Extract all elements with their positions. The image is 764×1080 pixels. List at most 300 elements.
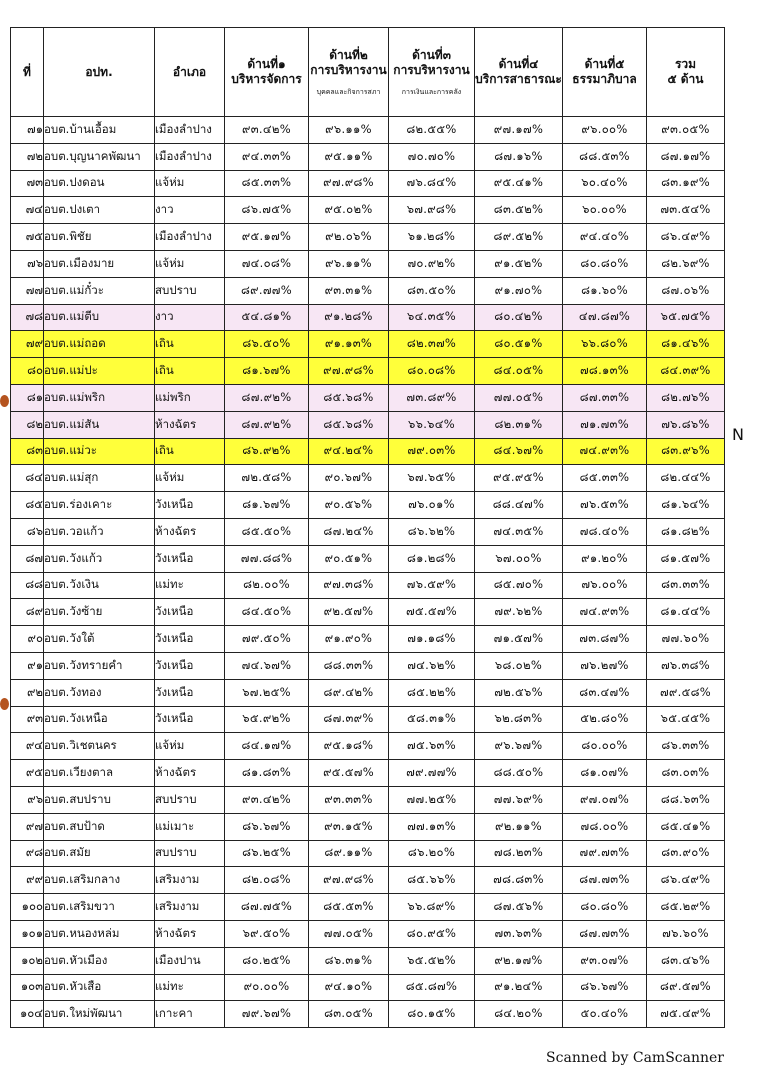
score-d1: ๘๕.๕๐% <box>225 518 309 545</box>
score-d2: ๘๘.๓๓% <box>309 652 389 679</box>
score-d2: ๙๒.๕๗% <box>309 599 389 626</box>
score-d4: ๘๐.๔๒% <box>475 304 563 331</box>
score-total: ๘๑.๕๗% <box>647 545 725 572</box>
score-d1: ๘๑.๘๓% <box>225 760 309 787</box>
row-number: ๑๐๒ <box>11 947 44 974</box>
score-d5: ๘๕.๓๓% <box>563 465 647 492</box>
score-d5: ๖๖.๘๐% <box>563 331 647 358</box>
margin-mark: N <box>732 425 744 444</box>
score-d3: ๘๑.๒๘% <box>389 545 475 572</box>
score-d2: ๙๐.๕๑% <box>309 545 389 572</box>
district-name: ห้างฉัตร <box>155 411 225 438</box>
score-d1: ๘๔.๕๐% <box>225 599 309 626</box>
score-d5: ๖๐.๔๐% <box>563 170 647 197</box>
table-row <box>11 492 725 519</box>
score-d4: ๗๑.๕๗% <box>475 626 563 653</box>
row-number: ๗๗ <box>11 277 44 304</box>
score-d4: ๘๔.๐๕% <box>475 358 563 385</box>
score-d5: ๘๗.๗๓% <box>563 920 647 947</box>
score-d2: ๘๖.๓๑% <box>309 947 389 974</box>
score-total: ๖๕.๔๕% <box>647 706 725 733</box>
score-d4: ๙๒.๑๑% <box>475 813 563 840</box>
score-d5: ๕๒.๘๐% <box>563 706 647 733</box>
table-row <box>11 626 725 653</box>
org-name: อบต.ร่องเคาะ <box>44 492 155 519</box>
binding-hole-mark <box>0 395 9 407</box>
score-d4: ๗๙.๖๒% <box>475 599 563 626</box>
org-name: อบต.สบป้าด <box>44 813 155 840</box>
table-row <box>11 894 725 921</box>
score-d1: ๘๖.๖๗% <box>225 813 309 840</box>
row-number: ๙๗ <box>11 813 44 840</box>
score-d4: ๙๒.๑๗% <box>475 947 563 974</box>
row-number: ๑๐๐ <box>11 894 44 921</box>
score-d1: ๘๗.๗๕% <box>225 894 309 921</box>
org-name: อบต.สบปราบ <box>44 786 155 813</box>
score-d4: ๘๗.๑๖% <box>475 143 563 170</box>
table-row <box>11 250 725 277</box>
score-total: ๘๓.๙๖% <box>647 438 725 465</box>
row-number: ๘๒ <box>11 411 44 438</box>
score-d1: ๗๙.๕๐% <box>225 626 309 653</box>
score-d3: ๗๐.๙๒% <box>389 250 475 277</box>
score-d3: ๗๐.๗๐% <box>389 143 475 170</box>
score-d5: ๗๖.๒๗% <box>563 652 647 679</box>
district-name: แจ้ห่ม <box>155 465 225 492</box>
row-number: ๙๒ <box>11 679 44 706</box>
score-d5: ๙๗.๐๗% <box>563 786 647 813</box>
score-total: ๗๖.๘๖% <box>647 411 725 438</box>
header-no: ที่ <box>11 28 44 117</box>
score-d1: ๗๒.๕๘% <box>225 465 309 492</box>
score-d3: ๗๖.๕๙% <box>389 572 475 599</box>
score-d3: ๕๘.๓๑% <box>389 706 475 733</box>
district-name: ห้างฉัตร <box>155 518 225 545</box>
score-d2: ๙๕.๑๘% <box>309 733 389 760</box>
org-name: อบต.ใหม่พัฒนา <box>44 1001 155 1028</box>
table-row <box>11 224 725 251</box>
org-name: อบต.พิชัย <box>44 224 155 251</box>
score-d4: ๘๔.๒๐% <box>475 1001 563 1028</box>
row-number: ๗๒ <box>11 143 44 170</box>
score-d1: ๖๕.๙๒% <box>225 706 309 733</box>
score-d4: ๘๓.๕๒% <box>475 197 563 224</box>
row-number: ๗๔ <box>11 197 44 224</box>
org-name: อบต.วังใต้ <box>44 626 155 653</box>
score-d1: ๘๖.๒๕% <box>225 840 309 867</box>
header-row <box>11 28 725 117</box>
score-total: ๘๗.๐๖% <box>647 277 725 304</box>
table-row <box>11 438 725 465</box>
score-d5: ๗๑.๗๓% <box>563 411 647 438</box>
score-d3: ๗๗.๒๕% <box>389 786 475 813</box>
table-row <box>11 679 725 706</box>
district-name: วังเหนือ <box>155 652 225 679</box>
score-total: ๘๑.๘๒% <box>647 518 725 545</box>
table-row <box>11 813 725 840</box>
score-total: ๗๕.๔๙% <box>647 1001 725 1028</box>
district-name: วังเหนือ <box>155 492 225 519</box>
score-d3: ๘๖.๒๐% <box>389 840 475 867</box>
score-d5: ๕๐.๔๐% <box>563 1001 647 1028</box>
score-d3: ๘๐.๐๘% <box>389 358 475 385</box>
score-d2: ๗๗.๐๕% <box>309 920 389 947</box>
row-number: ๙๕ <box>11 760 44 787</box>
score-d3: ๗๙.๐๓% <box>389 438 475 465</box>
score-d3: ๗๙.๗๗% <box>389 760 475 787</box>
score-d1: ๙๕.๑๗% <box>225 224 309 251</box>
evaluation-table <box>10 27 725 1028</box>
district-name: แม่เมาะ <box>155 813 225 840</box>
district-name: งาว <box>155 197 225 224</box>
table-row <box>11 197 725 224</box>
row-number: ๗๖ <box>11 250 44 277</box>
row-number: ๑๐๓ <box>11 974 44 1001</box>
score-d3: ๗๖.๘๔% <box>389 170 475 197</box>
row-number: ๗๙ <box>11 331 44 358</box>
org-name: อบต.หัวเมือง <box>44 947 155 974</box>
district-name: แม่พริก <box>155 384 225 411</box>
score-d5: ๘๐.๘๐% <box>563 894 647 921</box>
score-d4: ๙๖.๖๗% <box>475 733 563 760</box>
score-d4: ๖๘.๐๒% <box>475 652 563 679</box>
district-name: สบปราบ <box>155 840 225 867</box>
score-d3: ๖๕.๕๒% <box>389 947 475 974</box>
row-number: ๙๘ <box>11 840 44 867</box>
score-d4: ๗๗.๐๕% <box>475 384 563 411</box>
score-d3: ๖๖.๘๙% <box>389 894 475 921</box>
score-total: ๘๑.๔๖% <box>647 331 725 358</box>
score-d4: ๙๑.๗๐% <box>475 277 563 304</box>
score-d2: ๘๙.๔๒% <box>309 679 389 706</box>
score-d1: ๘๖.๙๒% <box>225 438 309 465</box>
score-d1: ๘๒.๐๐% <box>225 572 309 599</box>
score-d2: ๘๓.๐๕% <box>309 1001 389 1028</box>
score-d3: ๖๖.๖๔% <box>389 411 475 438</box>
score-d3: ๗๕.๕๗% <box>389 599 475 626</box>
score-d2: ๙๕.๐๒% <box>309 197 389 224</box>
score-d2: ๘๗.๓๙% <box>309 706 389 733</box>
score-d2: ๙๔.๑๐% <box>309 974 389 1001</box>
score-d3: ๘๐.๑๕% <box>389 1001 475 1028</box>
score-d5: ๗๘.๔๐% <box>563 518 647 545</box>
score-d3: ๘๒.๕๕% <box>389 117 475 144</box>
row-number: ๙๓ <box>11 706 44 733</box>
district-name: เมืองลำปาง <box>155 224 225 251</box>
score-d5: ๗๖.๐๐% <box>563 572 647 599</box>
score-d2: ๙๔.๒๔% <box>309 438 389 465</box>
district-name: เถิน <box>155 358 225 385</box>
score-d2: ๙๑.๙๐% <box>309 626 389 653</box>
score-d3: ๘๐.๙๕% <box>389 920 475 947</box>
score-d1: ๘๑.๖๗% <box>225 358 309 385</box>
org-name: อบต.วิเชตนคร <box>44 733 155 760</box>
org-name: อบต.วังซ้าย <box>44 599 155 626</box>
org-name: อบต.แม่กั๋วะ <box>44 277 155 304</box>
score-total: ๘๘.๖๓% <box>647 786 725 813</box>
score-d1: ๕๔.๘๑% <box>225 304 309 331</box>
score-d4: ๙๗.๑๗% <box>475 117 563 144</box>
score-d5: ๙๖.๐๐% <box>563 117 647 144</box>
score-d3: ๗๑.๑๘% <box>389 626 475 653</box>
table-row <box>11 117 725 144</box>
row-number: ๘๑ <box>11 384 44 411</box>
score-d4: ๗๘.๘๓% <box>475 867 563 894</box>
score-total: ๘๒.๗๖% <box>647 384 725 411</box>
org-name: อบต.แม่สุก <box>44 465 155 492</box>
district-name: วังเหนือ <box>155 545 225 572</box>
score-d1: ๘๖.๕๐% <box>225 331 309 358</box>
district-name: เสริมงาม <box>155 867 225 894</box>
score-total: ๘๕.๒๙% <box>647 894 725 921</box>
row-number: ๘๓ <box>11 438 44 465</box>
score-d5: ๙๔.๔๐% <box>563 224 647 251</box>
score-d1: ๘๕.๓๓% <box>225 170 309 197</box>
row-number: ๘๕ <box>11 492 44 519</box>
row-number: ๘๗ <box>11 545 44 572</box>
org-name: อบต.แม่พริก <box>44 384 155 411</box>
score-d2: ๘๙.๑๑% <box>309 840 389 867</box>
score-d5: ๘๗.๗๓% <box>563 867 647 894</box>
score-d1: ๗๗.๘๘% <box>225 545 309 572</box>
score-d2: ๙๑.๒๘% <box>309 304 389 331</box>
scanner-footer: Scanned by CamScanner <box>546 1050 724 1066</box>
table-body <box>11 117 725 1028</box>
score-total: ๘๗.๑๗% <box>647 143 725 170</box>
score-d4: ๙๕.๔๑% <box>475 170 563 197</box>
score-d3: ๘๕.๘๗% <box>389 974 475 1001</box>
row-number: ๙๐ <box>11 626 44 653</box>
table-row <box>11 974 725 1001</box>
score-d2: ๙๐.๖๗% <box>309 465 389 492</box>
score-d3: ๖๗.๖๕% <box>389 465 475 492</box>
row-number: ๗๘ <box>11 304 44 331</box>
score-d4: ๘๘.๔๗% <box>475 492 563 519</box>
district-name: เกาะคา <box>155 1001 225 1028</box>
score-d3: ๘๕.๒๒% <box>389 679 475 706</box>
score-d4: ๖๒.๘๓% <box>475 706 563 733</box>
score-d5: ๘๖.๖๗% <box>563 974 647 1001</box>
score-d2: ๘๕.๖๘% <box>309 411 389 438</box>
org-name: อบต.เวียงตาล <box>44 760 155 787</box>
table-row <box>11 599 725 626</box>
header-district: อำเภอ <box>155 28 225 117</box>
score-d1: ๘๗.๙๒% <box>225 411 309 438</box>
score-total: ๘๖.๓๓% <box>647 733 725 760</box>
district-name: ห้างฉัตร <box>155 920 225 947</box>
header-d5: ด้านที่๕ ธรรมาภิบาล <box>563 28 647 117</box>
row-number: ๗๓ <box>11 170 44 197</box>
score-d5: ๗๔.๙๓% <box>563 599 647 626</box>
row-number: ๙๙ <box>11 867 44 894</box>
score-d4: ๘๙.๕๒% <box>475 224 563 251</box>
score-total: ๖๕.๗๕% <box>647 304 725 331</box>
table-row <box>11 920 725 947</box>
score-total: ๗๗.๖๐% <box>647 626 725 653</box>
score-d1: ๙๐.๐๐% <box>225 974 309 1001</box>
table-row <box>11 465 725 492</box>
org-name: อบต.วังทอง <box>44 679 155 706</box>
org-name: อบต.วังเงิน <box>44 572 155 599</box>
score-d2: ๙๑.๑๓% <box>309 331 389 358</box>
org-name: อบต.เสริมกลาง <box>44 867 155 894</box>
score-d1: ๘๐.๒๕% <box>225 947 309 974</box>
org-name: อบต.วังแก้ว <box>44 545 155 572</box>
district-name: แจ้ห่ม <box>155 170 225 197</box>
district-name: แม่ทะ <box>155 572 225 599</box>
org-name: อบต.แม่ถอด <box>44 331 155 358</box>
binding-hole-mark <box>0 698 9 710</box>
score-d2: ๙๗.๙๘% <box>309 358 389 385</box>
org-name: อบต.แม่ตีบ <box>44 304 155 331</box>
score-d1: ๘๖.๗๕% <box>225 197 309 224</box>
score-d2: ๙๓.๓๓% <box>309 786 389 813</box>
score-d4: ๗๗.๖๙% <box>475 786 563 813</box>
score-d5: ๘๓.๔๗% <box>563 679 647 706</box>
org-name: อบต.บุญนาคพัฒนา <box>44 143 155 170</box>
score-total: ๘๑.๖๔% <box>647 492 725 519</box>
district-name: แจ้ห่ม <box>155 250 225 277</box>
table-row <box>11 572 725 599</box>
org-name: อบต.แม่วะ <box>44 438 155 465</box>
org-name: อบต.ปงดอน <box>44 170 155 197</box>
score-total: ๗๖.๖๐% <box>647 920 725 947</box>
row-number: ๗๑ <box>11 117 44 144</box>
table-row <box>11 411 725 438</box>
score-total: ๘๔.๓๙% <box>647 358 725 385</box>
org-name: อบต.เสริมขวา <box>44 894 155 921</box>
table-row <box>11 170 725 197</box>
score-d4: ๘๔.๖๗% <box>475 438 563 465</box>
score-total: ๘๓.๓๓% <box>647 572 725 599</box>
row-number: ๗๕ <box>11 224 44 251</box>
district-name: เสริมงาม <box>155 894 225 921</box>
score-d5: ๗๘.๐๐% <box>563 813 647 840</box>
score-d5: ๘๑.๐๗% <box>563 760 647 787</box>
district-name: เถิน <box>155 438 225 465</box>
table-row <box>11 277 725 304</box>
org-name: อบต.แม่ปะ <box>44 358 155 385</box>
table-row <box>11 358 725 385</box>
district-name: แจ้ห่ม <box>155 733 225 760</box>
table-row <box>11 331 725 358</box>
row-number: ๑๐๑ <box>11 920 44 947</box>
score-total: ๘๖.๔๙% <box>647 867 725 894</box>
score-total: ๘๓.๔๖% <box>647 947 725 974</box>
row-number: ๙๔ <box>11 733 44 760</box>
table-row <box>11 518 725 545</box>
district-name: เมืองลำปาง <box>155 117 225 144</box>
score-d1: ๘๗.๙๒% <box>225 384 309 411</box>
score-d1: ๖๙.๕๐% <box>225 920 309 947</box>
org-name: อบต.หัวเสือ <box>44 974 155 1001</box>
row-number: ๙๖ <box>11 786 44 813</box>
header-d1: ด้านที่๑ บริหารจัดการ <box>225 28 309 117</box>
row-number: ๙๑ <box>11 652 44 679</box>
score-d5: ๗๔.๙๓% <box>563 438 647 465</box>
score-d2: ๙๓.๑๕% <box>309 813 389 840</box>
score-d1: ๙๔.๓๓% <box>225 143 309 170</box>
score-d5: ๘๑.๖๐% <box>563 277 647 304</box>
score-d4: ๗๔.๓๕% <box>475 518 563 545</box>
score-d1: ๖๗.๒๕% <box>225 679 309 706</box>
score-d4: ๙๑.๕๒% <box>475 250 563 277</box>
score-total: ๗๓.๕๔% <box>647 197 725 224</box>
score-d2: ๘๕.๖๘% <box>309 384 389 411</box>
score-d3: ๘๒.๓๗% <box>389 331 475 358</box>
score-d3: ๗๕.๖๓% <box>389 733 475 760</box>
score-d4: ๘๒.๓๑% <box>475 411 563 438</box>
score-d5: ๖๐.๐๐% <box>563 197 647 224</box>
org-name: อบต.ปงเตา <box>44 197 155 224</box>
score-d1: ๗๔.๐๘% <box>225 250 309 277</box>
table-row <box>11 840 725 867</box>
score-total: ๗๙.๕๘% <box>647 679 725 706</box>
score-total: ๘๒.๖๙% <box>647 250 725 277</box>
score-total: ๗๖.๓๘% <box>647 652 725 679</box>
score-d2: ๙๒.๐๖% <box>309 224 389 251</box>
score-d1: ๘๒.๐๘% <box>225 867 309 894</box>
org-name: อบต.วอแก้ว <box>44 518 155 545</box>
score-total: ๙๓.๐๕% <box>647 117 725 144</box>
score-d2: ๙๗.๙๘% <box>309 170 389 197</box>
table-row <box>11 760 725 787</box>
score-d4: ๙๕.๙๕% <box>475 465 563 492</box>
row-number: ๘๘ <box>11 572 44 599</box>
district-name: วังเหนือ <box>155 599 225 626</box>
score-d3: ๗๖.๐๑% <box>389 492 475 519</box>
score-d5: ๔๗.๘๗% <box>563 304 647 331</box>
row-number: ๘๙ <box>11 599 44 626</box>
score-total: ๘๒.๔๔% <box>647 465 725 492</box>
score-total: ๘๕.๔๑% <box>647 813 725 840</box>
score-d5: ๘๐.๐๐% <box>563 733 647 760</box>
score-d2: ๘๕.๕๓% <box>309 894 389 921</box>
score-d3: ๘๓.๕๐% <box>389 277 475 304</box>
district-name: เถิน <box>155 331 225 358</box>
header-d2: ด้านที่๒ การบริหารงาน บุคคลและกิจการสภา <box>309 28 389 117</box>
org-name: อบต.บ้านเอื้อม <box>44 117 155 144</box>
score-d4: ๗๓.๖๓% <box>475 920 563 947</box>
score-d4: ๗๒.๕๖% <box>475 679 563 706</box>
district-name: วังเหนือ <box>155 679 225 706</box>
score-d4: ๘๕.๗๐% <box>475 572 563 599</box>
org-name: อบต.หนองหล่ม <box>44 920 155 947</box>
org-name: อบต.วังเหนือ <box>44 706 155 733</box>
score-d5: ๘๐.๘๐% <box>563 250 647 277</box>
score-d3: ๗๗.๑๓% <box>389 813 475 840</box>
score-d4: ๘๗.๕๖% <box>475 894 563 921</box>
score-total: ๘๖.๔๙% <box>647 224 725 251</box>
table-row <box>11 733 725 760</box>
district-name: วังเหนือ <box>155 626 225 653</box>
table-row <box>11 786 725 813</box>
score-d5: ๗๓.๘๗% <box>563 626 647 653</box>
table-row <box>11 947 725 974</box>
score-d4: ๘๘.๕๐% <box>475 760 563 787</box>
score-d2: ๙๕.๕๗% <box>309 760 389 787</box>
header-org: อปท. <box>44 28 155 117</box>
score-d3: ๖๑.๒๘% <box>389 224 475 251</box>
row-number: ๑๐๔ <box>11 1001 44 1028</box>
district-name: งาว <box>155 304 225 331</box>
score-total: ๘๓.๙๐% <box>647 840 725 867</box>
district-name: เมืองลำปาง <box>155 143 225 170</box>
table-row <box>11 384 725 411</box>
score-d3: ๖๔.๓๕% <box>389 304 475 331</box>
score-d5: ๘๗.๓๓% <box>563 384 647 411</box>
org-name: อบต.วังทรายคำ <box>44 652 155 679</box>
